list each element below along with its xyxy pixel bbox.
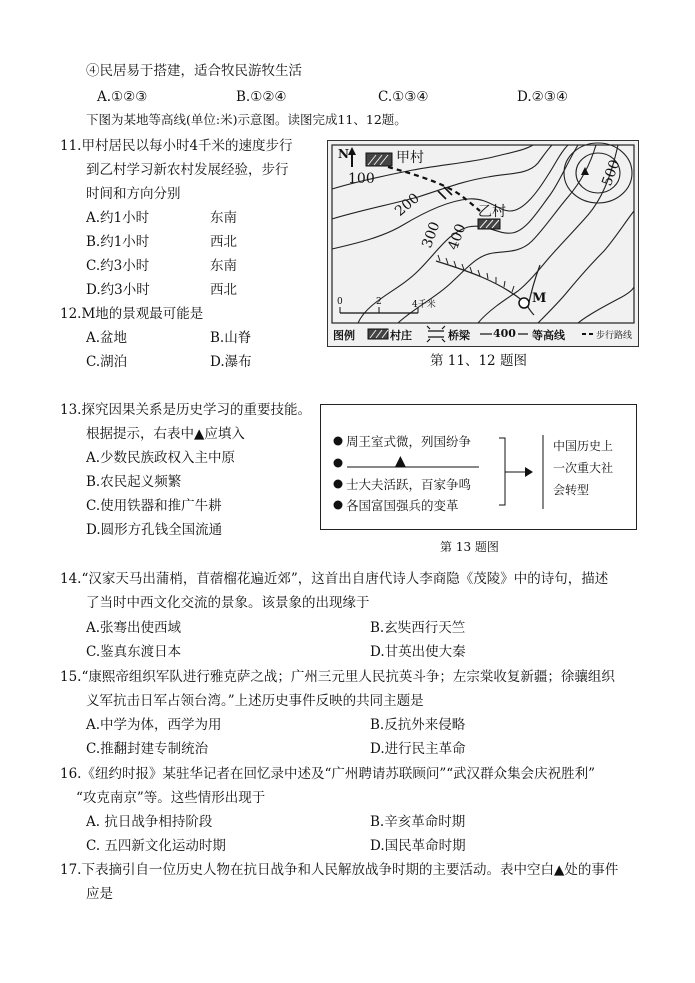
q13-option-b: B.农民起义频繁 [86, 474, 182, 490]
q13-box-item1: 周王室式微，列国纷争 [346, 434, 472, 449]
scale-0: 0 [337, 297, 343, 307]
q11-option-c-dir: 东南 [210, 258, 237, 274]
q14-option-c: C.鉴真东渡日本 [86, 644, 182, 660]
q10-option-b: B.①②④ [236, 89, 287, 105]
q14-line1: 14.“汉家天马出蒲梢，苜蓿榴花遍近郊”，这首出自唐代诗人李商隐《茂陵》中的诗句，描述 [60, 571, 609, 587]
q11-option-a: A.约1小时 [86, 210, 150, 226]
q16-option-d: D.国民革命时期 [370, 838, 466, 854]
intro-11-12: 下图为某地等高线(单位:米)示意图。读图完成11、12题。 [86, 112, 407, 127]
q15-line1: 15.“康熙帝组织军队进行雅克萨之战；广州三元里人民抗英斗争；左宗棠收复新疆；徐骧组织 [60, 669, 615, 685]
q10-option-c: C.①③④ [378, 89, 429, 105]
q16-line2: “攻克南京”等。这些情形出现于 [76, 790, 266, 806]
legend-village: 村庄 [390, 329, 412, 342]
q13-option-c: C.使用铁器和推广牛耕 [86, 498, 222, 514]
contour-label-300: 300 [419, 219, 444, 251]
scale-2: 2 [376, 297, 382, 307]
q17-line1: 17.下表摘引自一位历史人物在抗日战争和人民解放战争时期的主要活动。表中空白▲处的事件 [60, 862, 619, 878]
q14-line2: 了当时中西文化交流的景象。该景象的出现缘于 [86, 595, 370, 611]
legend-contour-value: 400 [493, 327, 516, 340]
q11-line3: 时间和方向分别 [86, 186, 181, 202]
q10-option-d: D.②③④ [517, 89, 568, 105]
q13-box-item3: 士大夫活跃，百家争鸣 [346, 477, 472, 492]
q11-line1: 11.甲村居民以每小时4千米的速度步行 [60, 138, 293, 154]
q12-option-c: C.湖泊 [86, 354, 128, 370]
q13-box-item4: 各国富国强兵的变革 [346, 498, 459, 513]
q15-option-d: D.进行民主革命 [370, 741, 466, 757]
q12-stem: 12.M地的景观最可能是 [60, 306, 204, 322]
q13-table [320, 404, 637, 530]
contour-label-400: 400 [445, 221, 470, 253]
q13-result-line2: 一次重大社 [553, 461, 614, 475]
q16-option-a: A. 抗日战争相持阶段 [86, 814, 213, 830]
contour-map [327, 140, 639, 347]
q15-option-c: C.推翻封建专制统治 [86, 741, 209, 757]
q14-option-b: B.玄奘西行天竺 [370, 620, 466, 636]
q13-caption: 第 13 题图 [440, 540, 499, 554]
q15-option-a: A.中学为体，西学为用 [86, 717, 222, 733]
q16-option-b: B.辛亥革命时期 [370, 814, 466, 830]
q15-line2: 义军抗击日军占领台湾。”上述历史事件反映的共同主题是 [86, 693, 424, 709]
q13-result-line3: 会转型 [553, 483, 590, 497]
village-b-label: 乙村 [478, 204, 506, 220]
q17-line2: 应是 [86, 886, 113, 902]
q12-option-d: D.瀑布 [210, 354, 252, 370]
q11-line2: 到乙村学习新农村发展经验，步行 [86, 162, 289, 178]
village-a-label: 甲村 [396, 150, 424, 166]
q13-line2: 根据提示，右表中▲应填入 [86, 426, 245, 442]
q11-option-b-dir: 西北 [210, 234, 237, 250]
q14-option-d: D.甘英出使大秦 [370, 644, 466, 660]
legend-path: 步行路线 [596, 331, 633, 341]
q11-option-c: C.约3小时 [86, 258, 150, 274]
contour-label-100: 100 [348, 171, 375, 187]
q13-result-line1: 中国历史上 [553, 439, 614, 453]
q16-line1: 16.《纽约时报》某驻华记者在回忆录中述及“广州聘请苏联顾问”“武汉群众集会庆祝胜利” [60, 766, 596, 782]
q11-option-d: D.约3小时 [86, 282, 150, 298]
legend-title: 图例 [333, 329, 355, 342]
q13-option-d: D.圆形方孔钱全国流通 [86, 522, 223, 538]
q11-option-a-dir: 东南 [210, 210, 237, 226]
legend-bridge: 桥梁 [448, 329, 470, 342]
q15-option-b: B.反抗外来侵略 [370, 717, 466, 733]
q11-option-b: B.约1小时 [86, 234, 150, 250]
point-m-label: M [532, 291, 547, 306]
q16-option-c: C. 五四新文化运动时期 [86, 838, 226, 854]
q12-option-b: B.山脊 [210, 330, 252, 346]
q10-item4: ④民居易于搭建，适合牧民游牧生活 [86, 63, 302, 79]
q10-option-a: A.①②③ [97, 89, 148, 105]
scale-4km: 4千米 [412, 300, 436, 310]
q13-line1: 13.探究因果关系是历史学习的重要技能。 [60, 402, 311, 418]
contour-label-200: 200 [391, 190, 423, 220]
q14-option-a: A.张骞出使西域 [86, 620, 182, 636]
contour-label-500: 500 [599, 157, 624, 189]
q12-option-a: A.盆地 [86, 330, 128, 346]
q13-box-blank: ▲ [395, 453, 406, 469]
map-caption: 第 11、12 题图 [430, 353, 527, 369]
north-label: N [338, 147, 349, 161]
q13-option-a: A.少数民族政权入主中原 [86, 450, 236, 466]
q11-option-d-dir: 西北 [210, 282, 237, 298]
legend-contour: 等高线 [532, 329, 565, 342]
